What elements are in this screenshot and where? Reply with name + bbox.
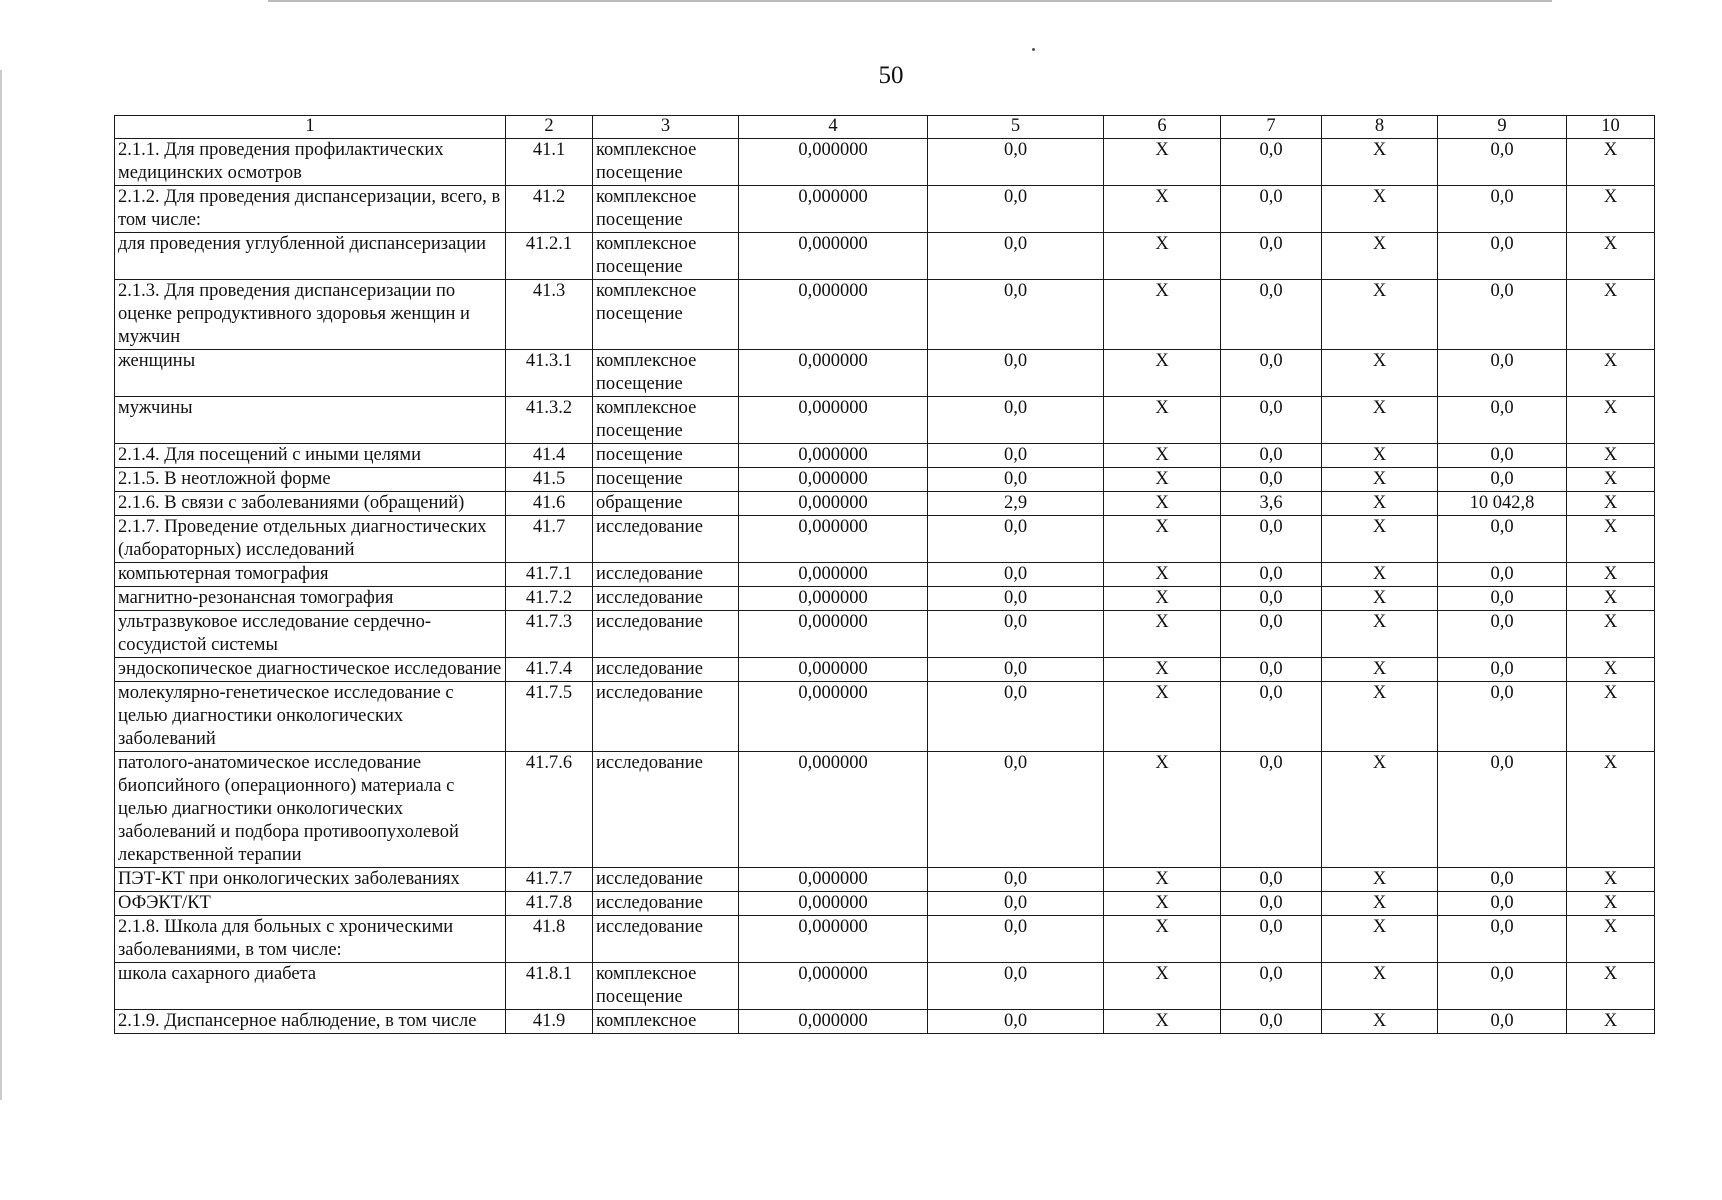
table-row [115,682,1655,752]
cell-col-5: 0,0 [928,444,1104,468]
cell-col-6: Х [1104,397,1221,444]
table-row [115,1010,1655,1034]
cell-col-7: 0,0 [1221,516,1322,563]
cell-col-10: Х [1567,916,1655,963]
cell-col-8: Х [1322,916,1438,963]
row-unit: комплексное посещение [593,186,739,233]
table-row [115,397,1655,444]
table-row [115,752,1655,868]
cell-col-10: Х [1567,587,1655,611]
row-name: патолого-анатомическое исследование биопсийного (операционного) материала с целью диагностики онкологических заболеваний и подбора противоопухолевой лекарственной терапии [115,752,506,868]
cell-col-6: Х [1104,963,1221,1010]
cell-col-6: Х [1104,868,1221,892]
cell-col-10: Х [1567,186,1655,233]
column-header: 10 [1567,116,1655,139]
row-unit: исследование [593,516,739,563]
cell-col-10: Х [1567,682,1655,752]
row-code: 41.8 [506,916,593,963]
row-name: мужчины [115,397,506,444]
cell-col-10: Х [1567,868,1655,892]
row-code: 41.7.6 [506,752,593,868]
cell-col-5: 0,0 [928,233,1104,280]
row-code: 41.7.5 [506,682,593,752]
cell-col-9: 0,0 [1438,963,1567,1010]
cell-col-6: Х [1104,139,1221,186]
cell-col-10: Х [1567,611,1655,658]
header-row [115,116,1655,139]
row-code: 41.3 [506,280,593,350]
cell-col-9: 0,0 [1438,444,1567,468]
cell-col-9: 0,0 [1438,916,1567,963]
cell-col-4: 0,000000 [739,139,928,186]
table-row [115,892,1655,916]
row-name: молекулярно-генетическое исследование с целью диагностики онкологических заболеваний [115,682,506,752]
cell-col-10: Х [1567,139,1655,186]
cell-col-4: 0,000000 [739,1010,928,1034]
row-unit: комплексное посещение [593,139,739,186]
cell-col-7: 0,0 [1221,752,1322,868]
column-header: 6 [1104,116,1221,139]
row-unit: исследование [593,587,739,611]
row-name: ОФЭКТ/КТ [115,892,506,916]
cell-col-7: 0,0 [1221,350,1322,397]
cell-col-7: 0,0 [1221,892,1322,916]
cell-col-10: Х [1567,397,1655,444]
table-row [115,658,1655,682]
row-unit: исследование [593,563,739,587]
cell-col-7: 0,0 [1221,682,1322,752]
cell-col-10: Х [1567,563,1655,587]
row-name: школа сахарного диабета [115,963,506,1010]
page-number: 50 [878,62,904,89]
row-unit: исследование [593,892,739,916]
cell-col-10: Х [1567,468,1655,492]
row-unit: посещение [593,468,739,492]
cell-col-9: 0,0 [1438,139,1567,186]
row-name: эндоскопическое диагностическое исследование [115,658,506,682]
row-unit: комплексное посещение [593,233,739,280]
row-name: 2.1.8. Школа для больных с хроническими заболеваниями, в том числе: [115,916,506,963]
cell-col-4: 0,000000 [739,563,928,587]
cell-col-8: Х [1322,752,1438,868]
row-unit: исследование [593,658,739,682]
cell-col-9: 0,0 [1438,516,1567,563]
cell-col-6: Х [1104,752,1221,868]
column-header: 9 [1438,116,1567,139]
table-body [115,139,1655,1034]
cell-col-4: 0,000000 [739,892,928,916]
cell-col-9: 0,0 [1438,892,1567,916]
cell-col-7: 0,0 [1221,468,1322,492]
cell-col-5: 0,0 [928,658,1104,682]
cell-col-10: Х [1567,350,1655,397]
cell-col-4: 0,000000 [739,587,928,611]
cell-col-7: 0,0 [1221,611,1322,658]
cell-col-4: 0,000000 [739,658,928,682]
cell-col-8: Х [1322,492,1438,516]
cell-col-7: 0,0 [1221,916,1322,963]
row-name: 2.1.4. Для посещений с иными целями [115,444,506,468]
cell-col-4: 0,000000 [739,611,928,658]
row-name: компьютерная томография [115,563,506,587]
row-name: 2.1.2. Для проведения диспансеризации, всего, в том числе: [115,186,506,233]
cell-col-9: 0,0 [1438,468,1567,492]
row-code: 41.7.8 [506,892,593,916]
row-unit: исследование [593,868,739,892]
table-row [115,280,1655,350]
cell-col-10: Х [1567,492,1655,516]
row-code: 41.4 [506,444,593,468]
cell-col-7: 0,0 [1221,280,1322,350]
cell-col-10: Х [1567,444,1655,468]
cell-col-7: 0,0 [1221,139,1322,186]
cell-col-7: 0,0 [1221,186,1322,233]
cell-col-5: 0,0 [928,892,1104,916]
cell-col-6: Х [1104,280,1221,350]
cell-col-9: 0,0 [1438,233,1567,280]
cell-col-5: 0,0 [928,963,1104,1010]
cell-col-10: Х [1567,963,1655,1010]
cell-col-6: Х [1104,468,1221,492]
cell-col-7: 0,0 [1221,1010,1322,1034]
left-edge-rule [0,70,2,1100]
table-row [115,516,1655,563]
cell-col-6: Х [1104,350,1221,397]
column-header: 7 [1221,116,1322,139]
cell-col-6: Х [1104,233,1221,280]
row-code: 41.2 [506,186,593,233]
cell-col-8: Х [1322,397,1438,444]
cell-col-8: Х [1322,186,1438,233]
cell-col-9: 0,0 [1438,186,1567,233]
table-row [115,916,1655,963]
row-name: для проведения углубленной диспансеризации [115,233,506,280]
cell-col-8: Х [1322,516,1438,563]
row-code: 41.7.7 [506,868,593,892]
column-header: 1 [115,116,506,139]
cell-col-6: Х [1104,587,1221,611]
cell-col-7: 0,0 [1221,397,1322,444]
cell-col-8: Х [1322,658,1438,682]
cell-col-5: 0,0 [928,868,1104,892]
row-name: 2.1.6. В связи с заболеваниями (обращений) [115,492,506,516]
cell-col-8: Х [1322,611,1438,658]
cell-col-6: Х [1104,1010,1221,1034]
row-unit: исследование [593,682,739,752]
cell-col-9: 0,0 [1438,658,1567,682]
cell-col-10: Х [1567,516,1655,563]
column-header: 3 [593,116,739,139]
row-name: ПЭТ-КТ при онкологических заболеваниях [115,868,506,892]
cell-col-4: 0,000000 [739,682,928,752]
row-name: магнитно-резонансная томография [115,587,506,611]
cell-col-4: 0,000000 [739,752,928,868]
row-code: 41.2.1 [506,233,593,280]
row-code: 41.7.4 [506,658,593,682]
row-code: 41.9 [506,1010,593,1034]
row-name: 2.1.9. Диспансерное наблюдение, в том числе [115,1010,506,1034]
cell-col-4: 0,000000 [739,868,928,892]
row-code: 41.3.1 [506,350,593,397]
column-header: 4 [739,116,928,139]
cell-col-5: 0,0 [928,397,1104,444]
row-code: 41.7.2 [506,587,593,611]
row-name: 2.1.7. Проведение отдельных диагностических (лабораторных) исследований [115,516,506,563]
scan-dot [1032,48,1035,51]
cell-col-9: 0,0 [1438,752,1567,868]
cell-col-8: Х [1322,892,1438,916]
cell-col-4: 0,000000 [739,963,928,1010]
cell-col-4: 0,000000 [739,444,928,468]
cell-col-6: Х [1104,611,1221,658]
table-row [115,139,1655,186]
cell-col-7: 0,0 [1221,233,1322,280]
cell-col-6: Х [1104,682,1221,752]
cell-col-6: Х [1104,186,1221,233]
cell-col-5: 0,0 [928,350,1104,397]
row-code: 41.6 [506,492,593,516]
cell-col-4: 0,000000 [739,280,928,350]
table-row [115,186,1655,233]
cell-col-8: Х [1322,468,1438,492]
column-header: 8 [1322,116,1438,139]
row-name: 2.1.1. Для проведения профилактических медицинских осмотров [115,139,506,186]
cell-col-5: 0,0 [928,468,1104,492]
cell-col-7: 0,0 [1221,868,1322,892]
row-code: 41.5 [506,468,593,492]
row-unit: комплексное посещение [593,350,739,397]
cell-col-8: Х [1322,1010,1438,1034]
column-header: 2 [506,116,593,139]
cell-col-4: 0,000000 [739,916,928,963]
cell-col-4: 0,000000 [739,516,928,563]
cell-col-9: 0,0 [1438,587,1567,611]
cell-col-5: 2,9 [928,492,1104,516]
row-code: 41.3.2 [506,397,593,444]
cell-col-7: 0,0 [1221,444,1322,468]
cell-col-10: Х [1567,1010,1655,1034]
cell-col-6: Х [1104,892,1221,916]
row-unit: комплексное [593,1010,739,1034]
cell-col-8: Х [1322,280,1438,350]
cell-col-10: Х [1567,280,1655,350]
cell-col-5: 0,0 [928,1010,1104,1034]
row-code: 41.7.3 [506,611,593,658]
cell-col-6: Х [1104,563,1221,587]
cell-col-9: 0,0 [1438,280,1567,350]
table-row [115,444,1655,468]
cell-col-5: 0,0 [928,611,1104,658]
table-row [115,963,1655,1010]
data-table [114,115,1655,1034]
row-unit: исследование [593,752,739,868]
table-row [115,611,1655,658]
cell-col-9: 0,0 [1438,563,1567,587]
cell-col-9: 0,0 [1438,350,1567,397]
row-unit: исследование [593,916,739,963]
cell-col-9: 0,0 [1438,611,1567,658]
row-name: женщины [115,350,506,397]
cell-col-9: 0,0 [1438,682,1567,752]
cell-col-9: 0,0 [1438,1010,1567,1034]
cell-col-9: 10 042,8 [1438,492,1567,516]
cell-col-8: Х [1322,350,1438,397]
row-unit: исследование [593,611,739,658]
cell-col-7: 3,6 [1221,492,1322,516]
row-code: 41.7 [506,516,593,563]
cell-col-10: Х [1567,233,1655,280]
cell-col-6: Х [1104,658,1221,682]
cell-col-5: 0,0 [928,587,1104,611]
cell-col-4: 0,000000 [739,492,928,516]
row-unit: комплексное посещение [593,397,739,444]
cell-col-6: Х [1104,916,1221,963]
cell-col-7: 0,0 [1221,563,1322,587]
cell-col-8: Х [1322,139,1438,186]
cell-col-8: Х [1322,444,1438,468]
cell-col-5: 0,0 [928,186,1104,233]
cell-col-5: 0,0 [928,139,1104,186]
cell-col-5: 0,0 [928,682,1104,752]
table-row [115,492,1655,516]
cell-col-8: Х [1322,868,1438,892]
cell-col-5: 0,0 [928,516,1104,563]
row-name: ультразвуковое исследование сердечно-сосудистой системы [115,611,506,658]
table-row [115,563,1655,587]
row-unit: комплексное посещение [593,963,739,1010]
top-edge-rule [268,0,1552,2]
cell-col-8: Х [1322,587,1438,611]
cell-col-8: Х [1322,682,1438,752]
cell-col-9: 0,0 [1438,397,1567,444]
cell-col-10: Х [1567,658,1655,682]
row-code: 41.8.1 [506,963,593,1010]
table-row [115,350,1655,397]
cell-col-6: Х [1104,492,1221,516]
table-row [115,233,1655,280]
row-unit: посещение [593,444,739,468]
cell-col-8: Х [1322,963,1438,1010]
row-code: 41.7.1 [506,563,593,587]
cell-col-5: 0,0 [928,280,1104,350]
cell-col-5: 0,0 [928,563,1104,587]
cell-col-4: 0,000000 [739,233,928,280]
table-row [115,868,1655,892]
cell-col-10: Х [1567,892,1655,916]
table-row [115,468,1655,492]
row-name: 2.1.3. Для проведения диспансеризации по оценке репродуктивного здоровья женщин и мужчин [115,280,506,350]
cell-col-4: 0,000000 [739,468,928,492]
cell-col-4: 0,000000 [739,397,928,444]
cell-col-5: 0,0 [928,916,1104,963]
cell-col-7: 0,0 [1221,963,1322,1010]
cell-col-9: 0,0 [1438,868,1567,892]
row-unit: обращение [593,492,739,516]
cell-col-7: 0,0 [1221,658,1322,682]
cell-col-5: 0,0 [928,752,1104,868]
cell-col-10: Х [1567,752,1655,868]
cell-col-6: Х [1104,516,1221,563]
column-header: 5 [928,116,1104,139]
row-unit: комплексное посещение [593,280,739,350]
row-code: 41.1 [506,139,593,186]
cell-col-7: 0,0 [1221,587,1322,611]
cell-col-8: Х [1322,563,1438,587]
cell-col-6: Х [1104,444,1221,468]
cell-col-4: 0,000000 [739,350,928,397]
table-row [115,587,1655,611]
cell-col-8: Х [1322,233,1438,280]
cell-col-4: 0,000000 [739,186,928,233]
row-name: 2.1.5. В неотложной форме [115,468,506,492]
